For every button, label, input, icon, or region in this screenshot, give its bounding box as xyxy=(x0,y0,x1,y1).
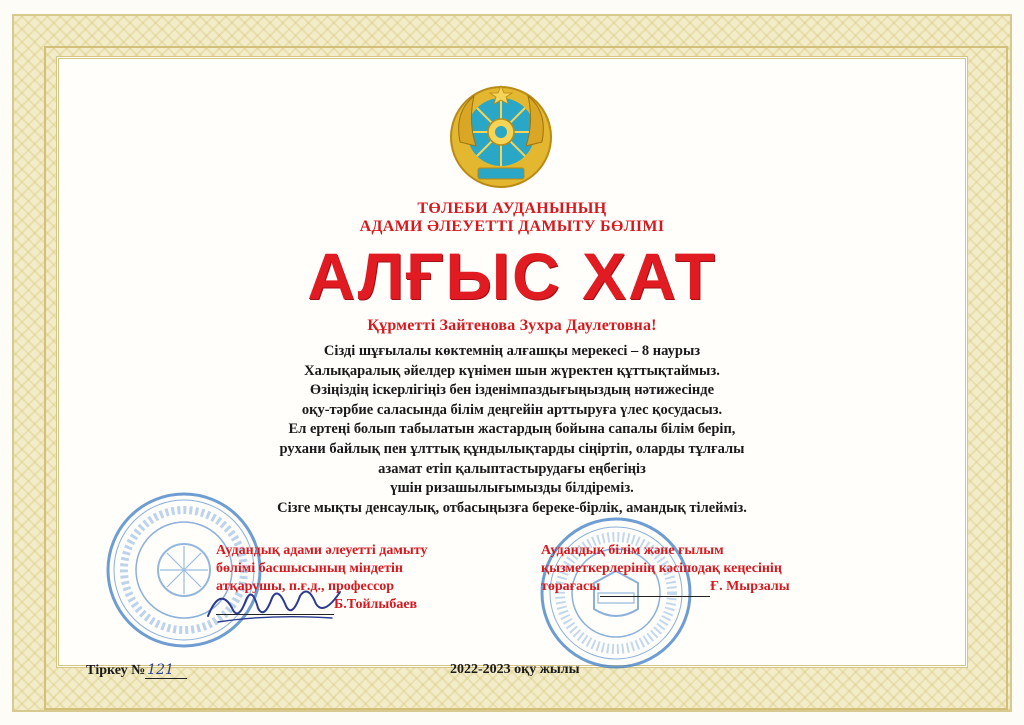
body-line: Сізді шұғылалы көктемнің алғашқы мерекесі – 8 наурыз xyxy=(323,343,701,359)
body-line: рухани байлық пен ұлттық құндылықтарды сіңіртіп, оларды тұлғалы xyxy=(279,440,745,457)
signatory-left-line2: бөлімі басшысының міндетін xyxy=(216,561,403,576)
signatory-right-line2: қызметкерлерінің кәсіподақ кеңесінің xyxy=(541,561,782,576)
signatory-left-line1: Аудандық адами әлеуетті дамыту xyxy=(216,543,428,558)
signatory-left-name: Б.Тойлыбаев xyxy=(334,597,418,612)
signatory-left-line3: атқарушы, п.ғ.д., профессор xyxy=(216,579,395,594)
academic-year: 2022-2023 оқу жылы xyxy=(450,662,580,677)
handwritten-signature-icon xyxy=(200,578,350,628)
body-line: азамат етіп қалыптастырудағы еңбегіңіз xyxy=(378,460,646,477)
body-line: оқу-тәрбие саласында білім деңгейін арттыруға үлес қосудасыз. xyxy=(301,401,723,418)
registration-value: 121 xyxy=(145,662,187,679)
certificate-title: АЛҒЫС ХАТ xyxy=(307,239,717,313)
signatory-right-line3: төрағасы xyxy=(541,579,601,594)
signatory-right-name-row xyxy=(541,578,790,597)
signature-line xyxy=(600,578,710,597)
body-line: Ел ертеңі болып табылатын жастардың бойына сапалы білім беріп, xyxy=(288,421,736,438)
department-line-1: ТӨЛЕБИ АУДАНЫНЫҢ xyxy=(417,200,607,217)
registration-label: Тіркеу № xyxy=(86,663,146,678)
body-line: Сізге мықты денсаулық, отбасыңызға береке-бірлік, амандық тілейміз. xyxy=(277,499,747,516)
signatory-right xyxy=(541,542,790,597)
body-line: Өзіңіздің іскерлігіңіз бен ізденімпаздығыңыздың нәтижесінде xyxy=(309,382,715,399)
kazakhstan-emblem-icon xyxy=(446,82,556,192)
signatory-right-line1: Аудандық білім және ғылым xyxy=(541,543,724,558)
body-line: Халықаралық әйелдер күнімен шын жүректен құттықтаймыз. xyxy=(304,362,720,379)
department-line-2: АДАМИ ӘЛЕУЕТТІ ДАМЫТУ БӨЛІМІ xyxy=(359,218,665,235)
greeting-line: Құрметті Зайтенова Зухра Даулетовна! xyxy=(367,317,657,334)
registration-number xyxy=(86,662,187,679)
signatory-right-name: Ғ. Мырзалы xyxy=(710,579,790,594)
body-line: үшін ризашылығымызды білдіреміз. xyxy=(390,480,634,497)
